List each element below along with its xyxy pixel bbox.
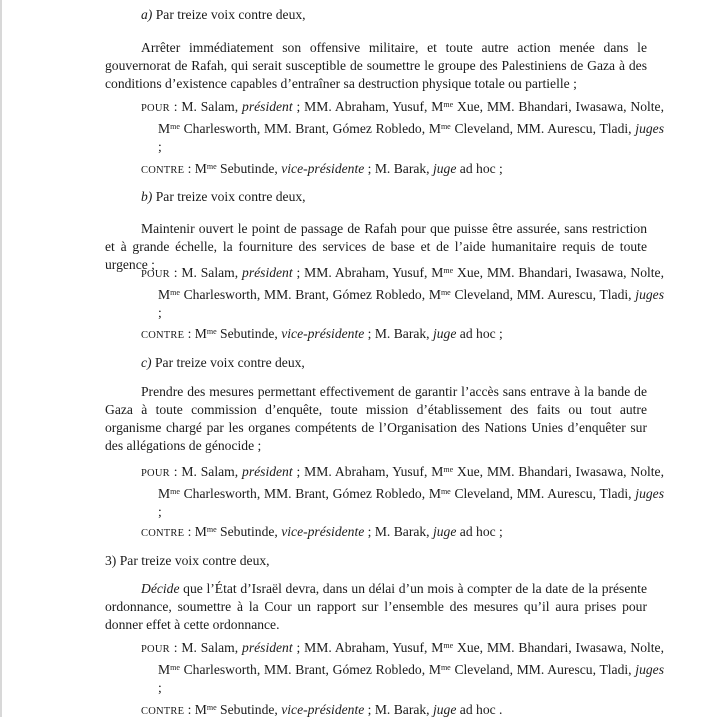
mme-sup: me: [440, 487, 451, 496]
section-a-contre: [141, 158, 503, 180]
vice-president-title: vice-présidente: [281, 702, 365, 717]
pour-text: Cleveland, MM. Aurescu, Tladi,: [450, 287, 636, 302]
contre-text: M: [194, 326, 207, 341]
mme-sup: me: [206, 525, 217, 534]
pour-text: Xue, MM. Bhandari, Iwasawa, Nolte, M: [158, 640, 664, 677]
decide-lead: Décide: [141, 581, 180, 596]
pour-text: ; MM. Abraham, Yusuf, M: [292, 640, 444, 655]
pour-text: Charlesworth, MM. Brant, Gómez Robledo, M: [179, 287, 441, 302]
vice-president-title: vice-présidente: [281, 326, 365, 341]
contre-end: ;: [499, 326, 503, 341]
mme-sup: me: [443, 100, 454, 109]
mme-sup: me: [170, 288, 180, 297]
section-c-pour: [141, 461, 664, 521]
contre-text: ; M. Barak,: [364, 161, 433, 176]
president-title: président: [242, 464, 293, 479]
contre-label: CONTRE: [141, 706, 185, 717]
pour-text: Charlesworth, MM. Brant, Gómez Robledo, M: [179, 662, 441, 677]
mme-sup: me: [170, 663, 180, 672]
section-3-pour: [141, 637, 664, 697]
mme-sup: me: [443, 641, 454, 650]
contre-text: M: [194, 524, 207, 539]
section-c-paragraph: Prendre des mesures permettant effectivement de garantir l’accès sans entrave à la bande de Gaza à toute commission d’enquête, toute mission d’établissement des faits ou tout autre organisme chargé par les organes compétents de l’Organisation des Nations Unies d’enquêter sur des allégations de génocide ;: [105, 384, 647, 453]
contre-label: CONTRE: [141, 165, 185, 176]
juge-title: juge: [432, 524, 457, 539]
paragraph-text: que l’État d’Israël devra, dans un délai d’un mois à compter de la date de la présente ordonnance, soumettre à la Cour un rapport sur l’ensemble des mesures qu’il aura prises pour donner effet à cette ordonnance.: [105, 581, 647, 632]
pour-text: ; MM. Abraham, Yusuf, M: [292, 99, 444, 114]
section-heading-text: Par treize voix contre deux,: [119, 553, 270, 568]
contre-label: CONTRE: [141, 528, 185, 539]
mme-sup: me: [440, 122, 451, 131]
pour-label: POUR: [141, 644, 170, 655]
pour-text: ; MM. Abraham, Yusuf, M: [292, 464, 444, 479]
pour-text: Cleveland, MM. Aurescu, Tladi,: [450, 121, 636, 136]
colon: :: [169, 640, 182, 655]
colon: :: [169, 265, 182, 280]
juges-title: juges: [635, 287, 664, 302]
section-label: 3): [105, 553, 117, 568]
mme-sup: me: [443, 465, 454, 474]
contre-end: ;: [499, 161, 503, 176]
juge-title: juge: [432, 702, 457, 717]
president-title: président: [242, 99, 293, 114]
section-c-heading: [105, 354, 305, 372]
pour-text: Cleveland, MM. Aurescu, Tladi,: [450, 486, 636, 501]
pour-text: M. Salam,: [181, 99, 243, 114]
section-a-paragraph: Arrêter immédiatement son offensive militaire, et toute autre action menée dans le gouvernorat de Rafah, qui serait susceptible de soumettre le groupe des Palestiniens de Gaza à des conditions d’existence capables d’entraîner sa destruction physique totale ou partielle ;: [105, 40, 647, 91]
section-b-contre: [141, 323, 503, 345]
section-label: b): [141, 189, 153, 204]
section-3-contre: [141, 699, 502, 721]
colon: :: [184, 161, 195, 176]
mme-sup: me: [170, 122, 180, 131]
section-a-pour: [141, 96, 664, 156]
contre-text: Sebutinde,: [216, 524, 282, 539]
colon: :: [184, 524, 195, 539]
president-title: président: [242, 640, 293, 655]
contre-text: Sebutinde,: [216, 326, 282, 341]
pour-text: M. Salam,: [181, 640, 243, 655]
pour-text: M. Salam,: [181, 265, 243, 280]
pour-end: ;: [158, 504, 162, 519]
pour-text: ; MM. Abraham, Yusuf, M: [292, 265, 444, 280]
colon: :: [169, 99, 182, 114]
colon: :: [184, 702, 195, 717]
pour-label: POUR: [141, 468, 170, 479]
president-title: président: [242, 265, 293, 280]
contre-end: .: [499, 702, 503, 717]
mme-sup: me: [206, 703, 217, 712]
pour-text: Xue, MM. Bhandari, Iwasawa, Nolte, M: [158, 265, 664, 302]
section-b-heading: [105, 188, 306, 206]
pour-text: Cleveland, MM. Aurescu, Tladi,: [450, 662, 636, 677]
pour-end: ;: [158, 305, 162, 320]
pour-text: Xue, MM. Bhandari, Iwasawa, Nolte, M: [158, 99, 664, 136]
juges-title: juges: [635, 662, 664, 677]
juge-title: juge: [432, 161, 457, 176]
contre-text: M: [194, 702, 207, 717]
mme-sup: me: [440, 288, 451, 297]
mme-sup: me: [443, 266, 454, 275]
section-b-pour: [141, 262, 664, 322]
mme-sup: me: [440, 663, 451, 672]
pour-label: POUR: [141, 269, 170, 280]
contre-label: CONTRE: [141, 330, 185, 341]
pour-label: POUR: [141, 103, 170, 114]
contre-text: M: [194, 161, 207, 176]
contre-text: Sebutinde,: [216, 702, 282, 717]
juges-title: juges: [635, 121, 664, 136]
section-heading-text: Par treize voix contre deux,: [155, 7, 306, 22]
contre-text: ; M. Barak,: [364, 524, 433, 539]
section-c-contre: [141, 521, 503, 543]
contre-text: ad hoc: [456, 524, 500, 539]
pour-end: ;: [158, 680, 162, 695]
vice-president-title: vice-présidente: [281, 524, 365, 539]
contre-text: ; M. Barak,: [364, 702, 433, 717]
section-heading-text: Par treize voix contre deux,: [154, 355, 305, 370]
mme-sup: me: [170, 487, 180, 496]
pour-text: Charlesworth, MM. Brant, Gómez Robledo, M: [179, 121, 441, 136]
contre-text: ; M. Barak,: [364, 326, 433, 341]
juges-title: juges: [635, 486, 664, 501]
section-a-heading: [105, 6, 306, 24]
contre-text: ad hoc: [456, 161, 500, 176]
section-3-paragraph: [105, 580, 647, 634]
contre-text: ad hoc: [456, 326, 500, 341]
juge-title: juge: [432, 326, 457, 341]
section-b-paragraph: Maintenir ouvert le point de passage de Rafah pour que puisse être assurée, sans restriction et à grande échelle, la fourniture des services de base et de l’aide humanitaire requis de toute urgence ;: [105, 221, 647, 272]
pour-end: ;: [158, 139, 162, 154]
section-label: c): [141, 355, 152, 370]
pour-text: Xue, MM. Bhandari, Iwasawa, Nolte, M: [158, 464, 664, 501]
section-heading-text: Par treize voix contre deux,: [155, 189, 306, 204]
colon: :: [169, 464, 182, 479]
section-3-heading: [105, 552, 270, 570]
contre-end: ;: [499, 524, 503, 539]
pour-text: M. Salam,: [181, 464, 243, 479]
mme-sup: me: [206, 327, 217, 336]
contre-text: Sebutinde,: [216, 161, 282, 176]
pour-text: Charlesworth, MM. Brant, Gómez Robledo, M: [179, 486, 441, 501]
mme-sup: me: [206, 162, 217, 171]
section-label: a): [141, 7, 153, 22]
contre-text: ad hoc: [456, 702, 500, 717]
colon: :: [184, 326, 195, 341]
vice-president-title: vice-présidente: [281, 161, 365, 176]
